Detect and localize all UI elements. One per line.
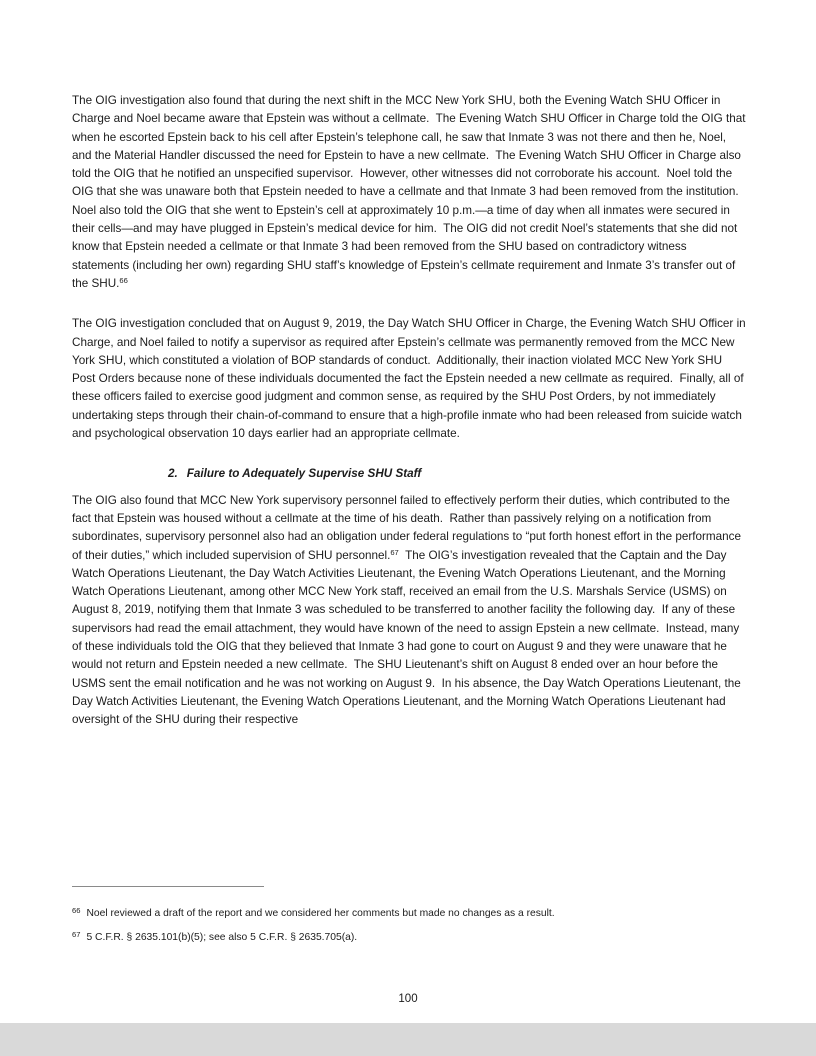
footnote-67-marker: 67 [72, 930, 81, 939]
paragraph-1-text: The OIG investigation also found that during the next shift in the MCC New York SHU, both the Evening Watch SHU Officer in Charge and Noel became aware that Epstein was without a cellmate. The Evening Watch SHU Officer in Charge told the OIG that when he escorted Epstein back to his cell after Epstein’s telephone call, he saw that Inmate 3 was not there and then he, Noel, and the Material Handler discussed the need for Epstein to have a new cellmate. The Evening Watch SHU Officer in Charge also told the OIG that he notified an unspecified supervisor. However, other witnesses did not corroborate his account. Noel told the OIG that she was unaware both that Epstein needed to have a cellmate and that Inmate 3 had been removed from the institution. Noel also told the OIG that she went to Epstein’s cell at approximately 10 p.m.—a time of day when all inmates were secured in their cells—and may have plugged in Epstein’s medical device for him. The OIG did not credit Noel’s statements that she did not know that Epstein needed a cellmate or that Inmate 3 had been removed from the SHU based on contradictory witness statements (including her own) regarding SHU staff’s knowledge of Epstein’s cellmate requirement and Inmate 3’s transfer out of the SHU. [72, 94, 749, 290]
footnote-ref-67: 67 [390, 547, 399, 557]
section-heading-title: Failure to Adequately Supervise SHU Staff [186, 467, 422, 481]
paragraph-3-text-part1: The OIG also found that MCC New York supervisory personnel failed to effectively perform their duties, which contributed to the fact that Epstein was housed without a cellmate at the time of his death. Rather than passively relying on a notification from subordinates, supervisory personnel also had an obligation under federal regulations to “put forth honest effort in the performance of their duties,” which included supervision of SHU personnel. [72, 493, 745, 562]
page-number: 100 [398, 993, 418, 1005]
footnote-66-marker: 66 [72, 906, 81, 915]
footnote-67-text: 5 C.F.R. § 2635.101(b)(5); see also 5 C.F.R. § 2635.705(a). [86, 932, 358, 943]
footnote-67 [72, 930, 746, 945]
paragraph-1 [72, 92, 749, 293]
footnote-ref-66: 66 [119, 275, 128, 285]
page-body [72, 92, 749, 752]
bottom-gray-bar [0, 1023, 816, 1056]
footnotes-section [72, 886, 746, 954]
paragraph-2 [72, 315, 749, 443]
paragraph-3-text-part2: The OIG’s investigation revealed that the Captain and the Day Watch Operations Lieutenant, the Day Watch Activities Lieutenant, the Evening Watch Operations Lieutenant, and the Morning Watch Operations Lieutenant, among other MCC New York staff, received an email from the U.S. Marshals Service (USMS) on August 8, 2019, notifying them that Inmate 3 was scheduled to be transferred to another facility the following day. If any of these supervisors had read the email attachment, they would have known of the need to assign Epstein a new cellmate. Instead, many of these individuals told the OIG that they believed that Inmate 3 had gone to court on August 9 and they were unaware that he would not return and Epstein needed a new cellmate. The SHU Lieutenant’s shift on August 8 ended over an hour before the USMS sent the email notification and he was not working on August 9. In his absence, the Day Watch Operations Lieutenant, the Day Watch Activities Lieutenant, the Evening Watch Operations Lieutenant, and the Morning Watch Operations Lieutenant had oversight of the SHU during their respective [72, 548, 744, 727]
section-heading [72, 465, 746, 483]
paragraph-2-text: The OIG investigation concluded that on August 9, 2019, the Day Watch SHU Officer in Charge, the Evening Watch SHU Officer in Charge, and Noel failed to notify a supervisor as required after Epstein’s cellmate was permanently removed from the MCC New York SHU, which constituted a violation of BOP standards of conduct. Additionally, their inaction violated MCC New York SHU Post Orders because none of these individuals documented the fact the Epstein needed a new cellmate as required. Finally, all of these officers failed to exercise good judgment and common sense, as required by the SHU Post Orders, by not immediately undertaking steps through their chain-of-command to ensure that a high-profile inmate who had been released from suicide watch and psychological observation 10 days earlier had an appropriate cellmate. [72, 317, 749, 441]
section-heading-number: 2. [168, 467, 178, 481]
paragraph-3 [72, 492, 746, 730]
footnote-66-text: Noel reviewed a draft of the report and we considered her comments but made no changes as a result. [86, 908, 555, 919]
footnote-66 [72, 906, 746, 921]
footnote-separator-rule [72, 886, 264, 887]
